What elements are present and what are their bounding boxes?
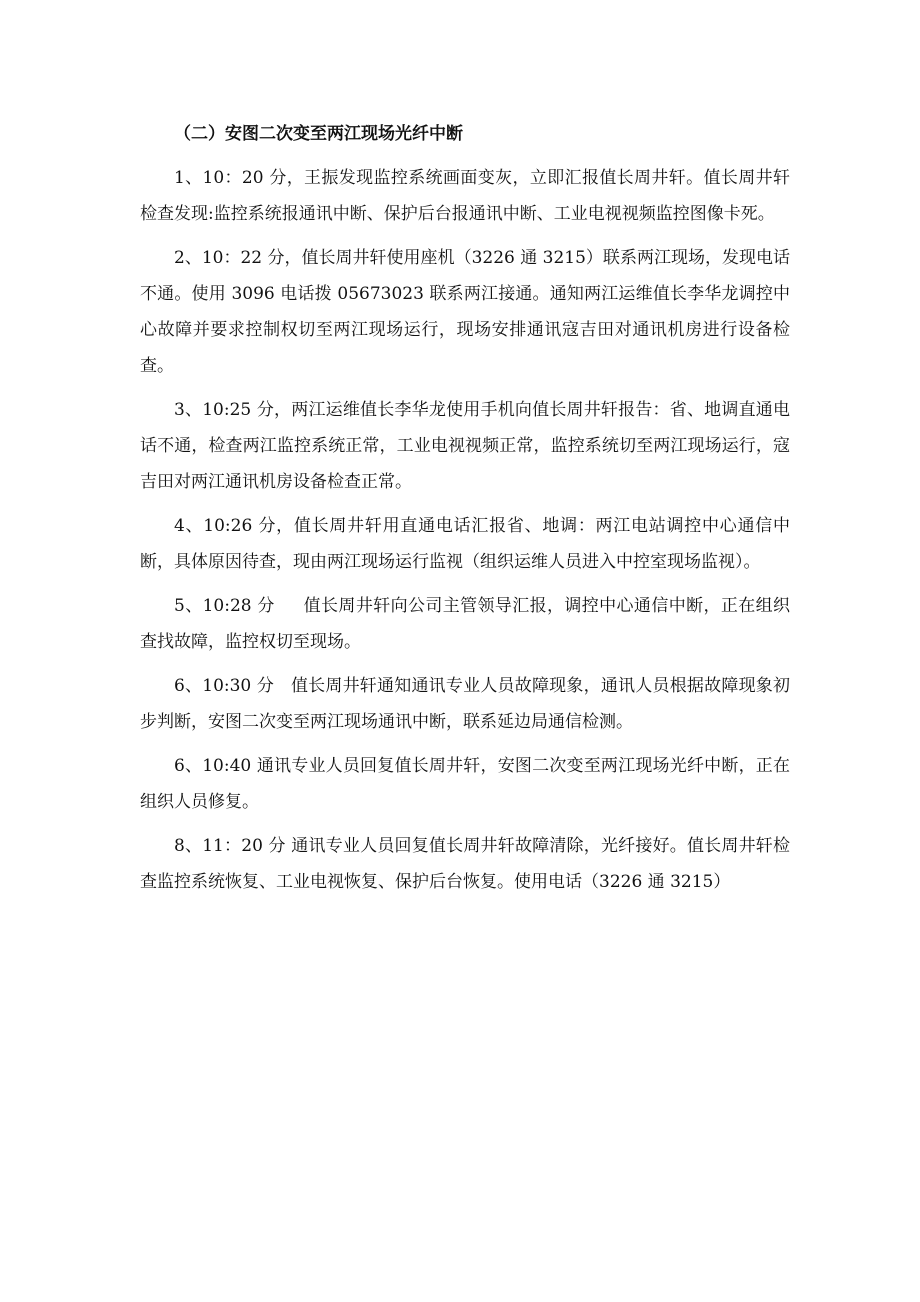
paragraph-4: 4、10:26 分，值长周井轩用直通电话汇报省、地调：两江电站调控中心通信中断，具体原因待查，现由两江现场运行监视（组织运维人员进入中控室现场监视）。 [140,516,790,572]
paragraph-6: 6、10:30 分 值长周井轩通知通讯专业人员故障现象，通讯人员根据故障现象初步判断，安图二次变至两江现场通讯中断，联系延边局通信检测。 [140,676,790,732]
section-heading: （二）安图二次变至两江现场光纤中断 [174,124,463,144]
paragraph-8: 8、11：20 分 通讯专业人员回复值长周井轩故障清除，光纤接好。值长周井轩检查监控系统恢复、工业电视恢复、保护后台恢复。使用电话（3226 通 3215） [140,836,790,892]
paragraph-7: 6、10:40 通讯专业人员回复值长周井轩，安图二次变至两江现场光纤中断，正在组织人员修复。 [140,756,790,812]
paragraph-3: 3、10:25 分，两江运维值长李华龙使用手机向值长周井轩报告：省、地调直通电话不通，检查两江监控系统正常，工业电视视频正常，监控系统切至两江现场运行，寇吉田对两江通讯机房设备检查正常。 [140,400,790,492]
document-body [140,116,790,908]
paragraph-2: 2、10：22 分，值长周井轩使用座机（3226 通 3215）联系两江现场，发现电话不通。使用 3096 电话拨 05673023 联系两江接通。通知两江运维值长李华龙调控中心故障并要求控制权切至两江现场运行，现场安排通讯寇吉田对通讯机房进行设备检查。 [140,248,790,376]
paragraph-1: 1、10：20 分，王振发现监控系统画面变灰，立即汇报值长周井轩。值长周井轩检查发现:监控系统报通讯中断、保护后台报通讯中断、工业电视视频监控图像卡死。 [140,168,790,224]
paragraph-5: 5、10:28 分 值长周井轩向公司主管领导汇报，调控中心通信中断，正在组织查找故障，监控权切至现场。 [140,596,790,652]
